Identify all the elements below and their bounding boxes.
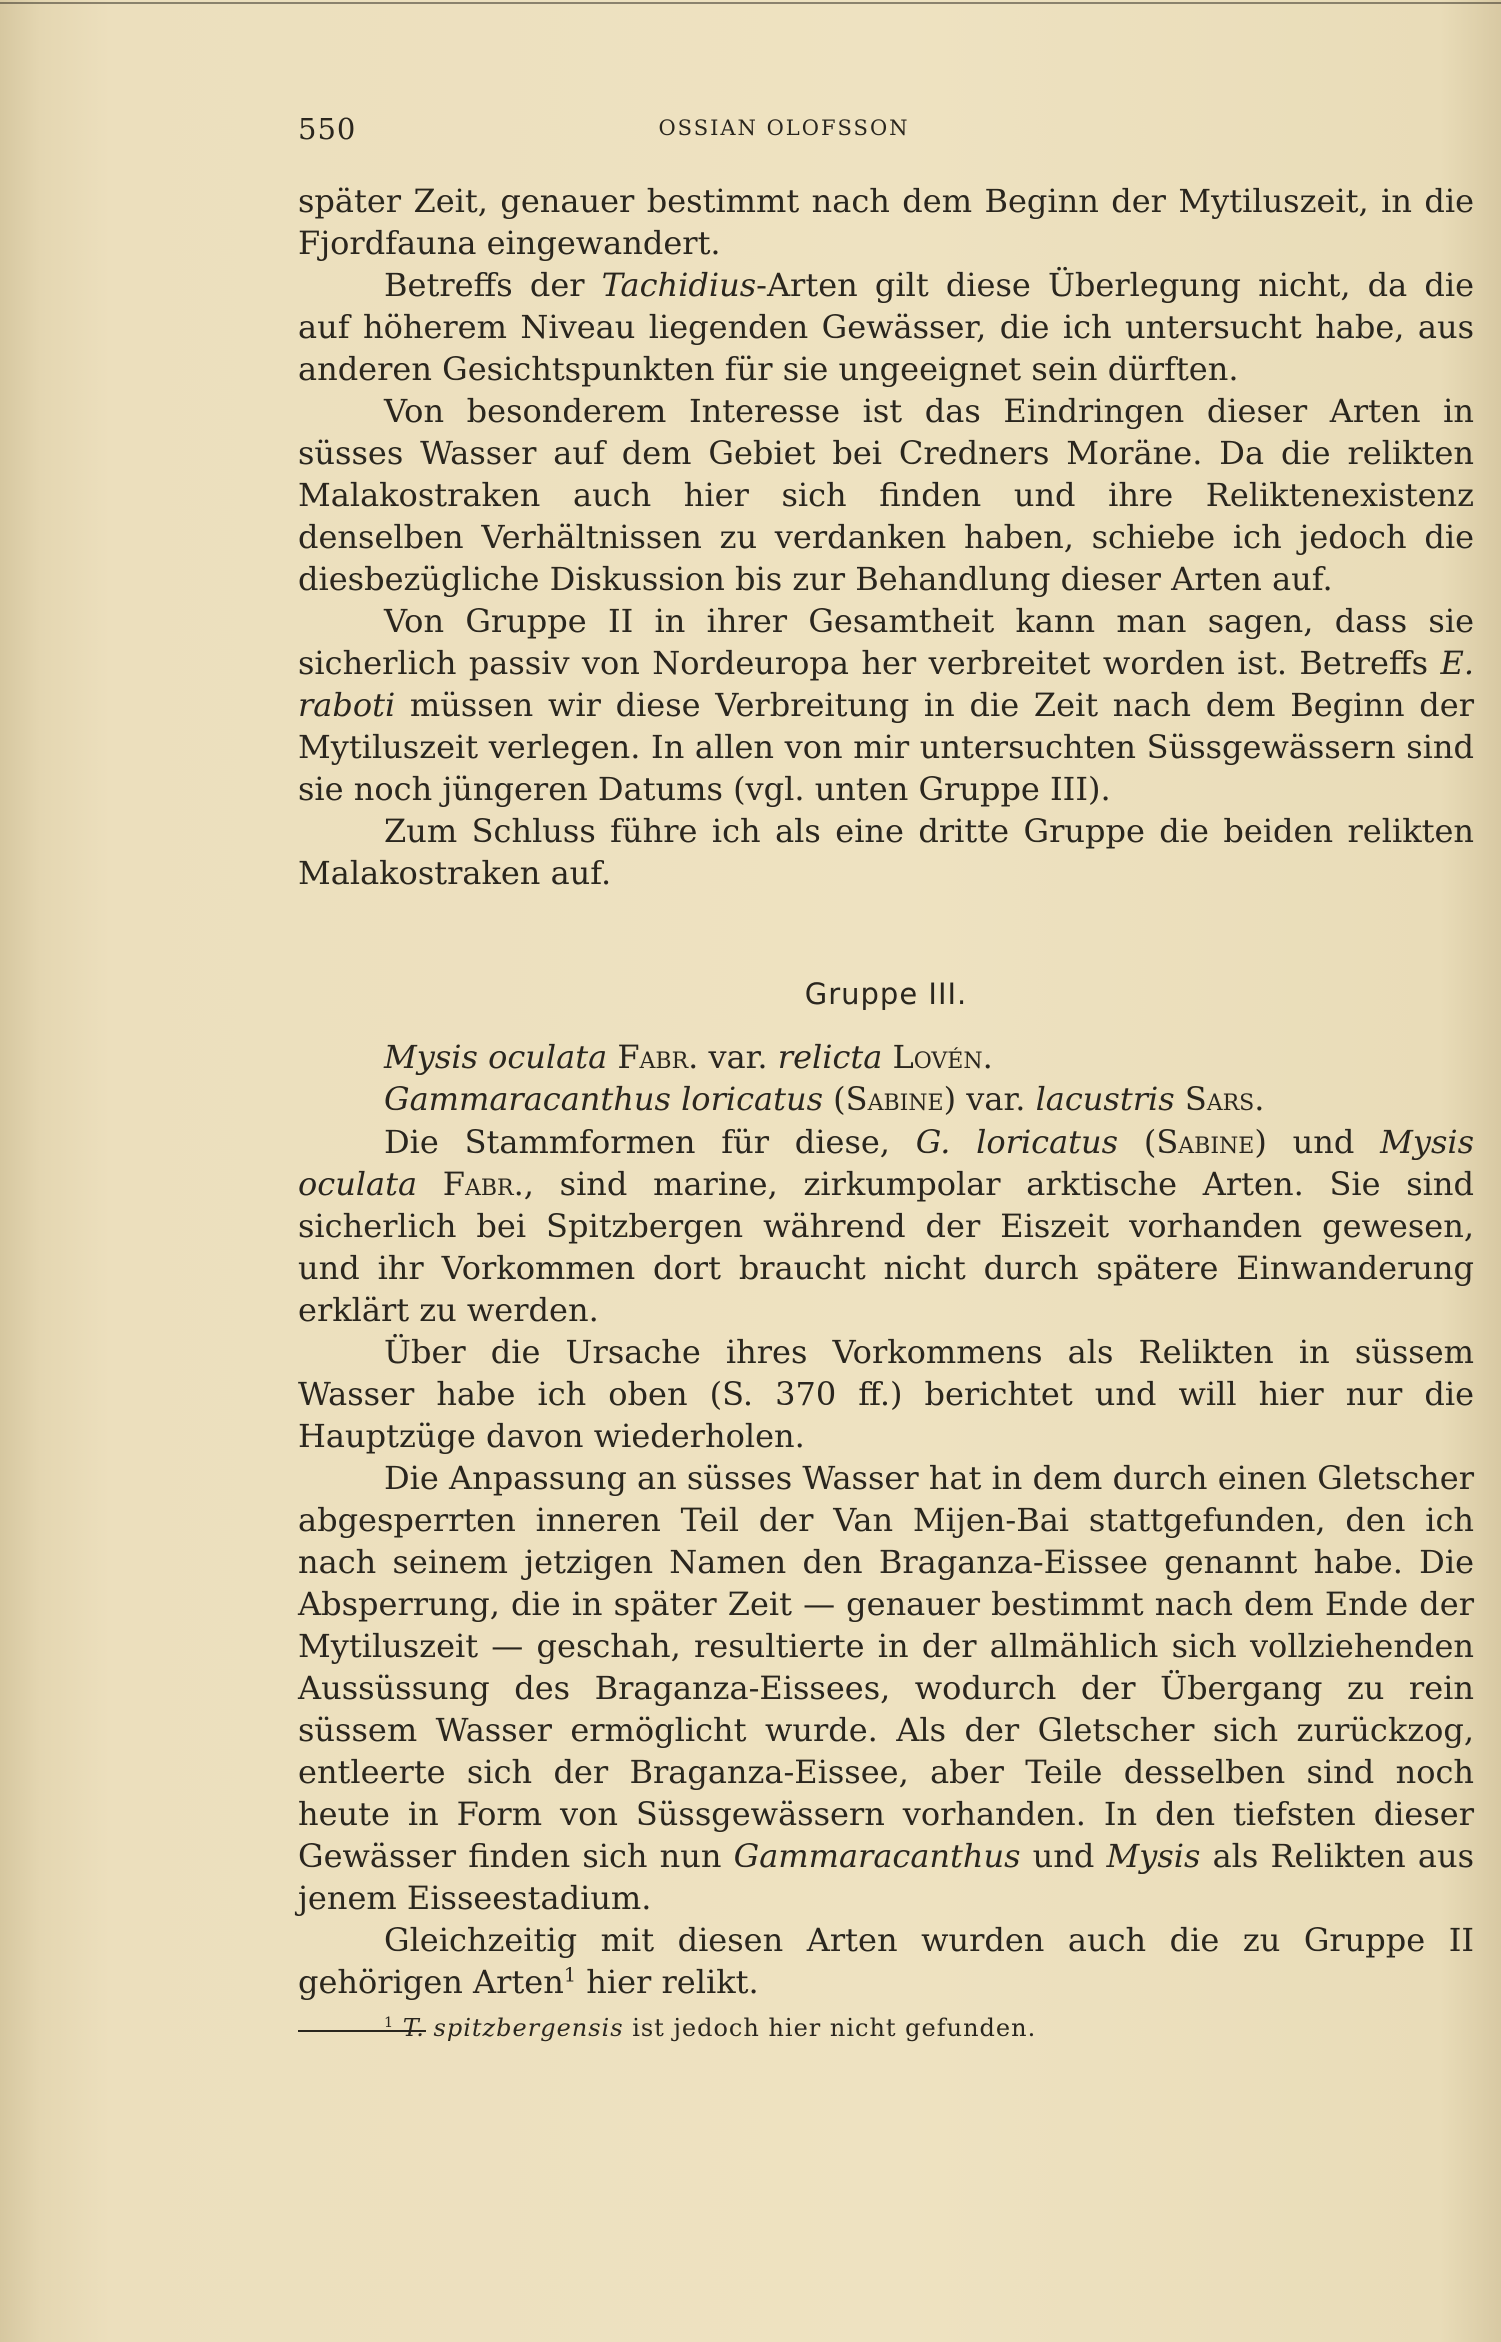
text-run: Betreffs der <box>384 266 602 304</box>
text-run: müssen wir diese Verbreitung in die Zeit nach dem Beginn der Mytiluszeit verlegen. In allen von mir untersuchten Süssgewässern sind sie noch jüngeren Datums (vgl. unten Gruppe III). <box>298 686 1474 808</box>
text-run: -Arten gilt diese Überlegung nicht, da die auf höherem Niveau liegenden Gewässer, die ich untersucht habe, aus anderen Gesichtspunkten für sie ungeeignet sein dürften. <box>298 266 1474 388</box>
species-author: Fabr. <box>442 1165 524 1203</box>
species-name: Tachidius <box>601 266 757 304</box>
variety-author: Lovén. <box>892 1038 993 1076</box>
text-run: und <box>1266 1123 1381 1161</box>
species-name: T. spitzbergensis <box>402 2014 624 2042</box>
species-name: Mysis <box>1106 1837 1201 1875</box>
page-edge-line <box>0 2 1501 4</box>
variety-name: relicta <box>777 1038 883 1076</box>
text-run: Von Gruppe II in ihrer Gesamtheit kann man sagen, dass sie sicherlich passiv von Nordeuropa her verbreitet worden ist. Betreffs <box>298 602 1474 682</box>
text-block-bottom <box>298 1121 1474 2003</box>
paragraph-ursache: Über die Ursache ihres Vorkommens als Relikten in süssem Wasser habe ich oben (S. 370 ff.) berichtet und will hier nur die Hauptzüge davon wiederholen. <box>298 1333 1474 1455</box>
species-name: E. raboti <box>298 644 1474 724</box>
footnote-marker: 1 <box>384 2015 395 2031</box>
species-name: Mysis oculata <box>298 1123 1475 1203</box>
species-author: Fabr. <box>617 1038 699 1076</box>
footnote-ref[interactable]: 1 <box>563 1963 577 1987</box>
paragraph-tachidius <box>298 264 1474 390</box>
section-heading: Gruppe III. <box>804 977 968 1011</box>
species-name: Mysis oculata <box>384 1038 608 1076</box>
running-head: OSSIAN OLOFSSON <box>658 116 910 140</box>
paragraph-gleichzeitig <box>298 1919 1474 2003</box>
variety-name: lacustris <box>1035 1080 1175 1118</box>
species-name: G. loricatus <box>915 1123 1119 1161</box>
species-author: (Sabine) <box>833 1080 957 1118</box>
page-header <box>298 112 998 152</box>
paragraph-schluss: Zum Schluss führe ich als eine dritte Gruppe die beiden relikten Malakostraken auf. <box>298 812 1474 892</box>
paragraph-anpassung <box>298 1457 1474 1919</box>
paragraph-gruppe-ii <box>298 600 1474 810</box>
species-name: Gammaracanthus <box>733 1837 1021 1875</box>
paragraph-stammformen <box>298 1121 1474 1331</box>
species-name: Gammaracanthus loricatus <box>384 1080 823 1118</box>
text-run: hier relikt. <box>576 1963 759 2001</box>
text-run: Die Stammformen für diese, <box>384 1123 916 1161</box>
text-run: var. <box>698 1038 778 1076</box>
text-run: var. <box>956 1080 1036 1118</box>
text-run: und <box>1020 1837 1107 1875</box>
species-list <box>298 1036 1474 1120</box>
paragraph-continuation: später Zeit, genauer bestimmt nach dem Beginn der Mytiluszeit, in die Fjordfauna eingewandert. <box>298 182 1474 262</box>
text-run: Die Anpassung an süsses Wasser hat in dem durch einen Gletscher abgesperrten inneren Teil der Van Mijen-Bai stattgefunden, den ich nach seinem jetzigen Namen den Braganza-Eissee genannt habe. Die Absperrung, die in später Zeit — genauer bestimmt nach dem Ende der Mytiluszeit — geschah, resultierte in der allmählich sich vollziehenden Aussüssung des Braganza-Eissees, wodurch der Übergang zu rein süssem Wasser ermöglicht wurde. Als der Gletscher sich zurückzog, entleerte sich der Braganza-Eissee, aber Teile desselben sind noch heute in Form von Süssgewässern vorhanden. In den tiefsten dieser Gewässer finden sich nun <box>298 1459 1474 1875</box>
text-block-top <box>298 180 1474 894</box>
species-entry <box>298 1036 1474 1078</box>
text-run: als Relikten aus jenem Eisseestadium. <box>298 1837 1475 1917</box>
footnote <box>384 2013 1384 2043</box>
paragraph-credners: Von besonderem Interesse ist das Eindringen dieser Arten in süsses Wasser auf dem Gebiet bei Credners Moräne. Da die relikten Malakostraken auch hier sich finden und ihre Reliktenexistenz denselben Verhältnissen zu verdanken haben, schiebe ich jedoch die diesbezügliche Diskussion bis zur Behandlung dieser Arten auf. <box>298 392 1474 598</box>
species-author: (Sabine) <box>1143 1123 1267 1161</box>
text-run: Gleichzeitig mit diesen Arten wurden auch die zu Gruppe II gehörigen Arten <box>298 1921 1474 2001</box>
page-number: 550 <box>298 112 357 146</box>
footnote-text: ist jedoch hier nicht gefunden. <box>623 2014 1037 2042</box>
species-entry <box>298 1078 1474 1120</box>
text-run: , sind marine, zirkumpolar arktische Arten. Sie sind sicherlich bei Spitzbergen während der Eiszeit vorhanden gewesen, und ihr Vorkommen dort braucht nicht durch spätere Einwanderung erklärt zu werden. <box>298 1165 1475 1329</box>
variety-author: Sars. <box>1184 1080 1265 1118</box>
